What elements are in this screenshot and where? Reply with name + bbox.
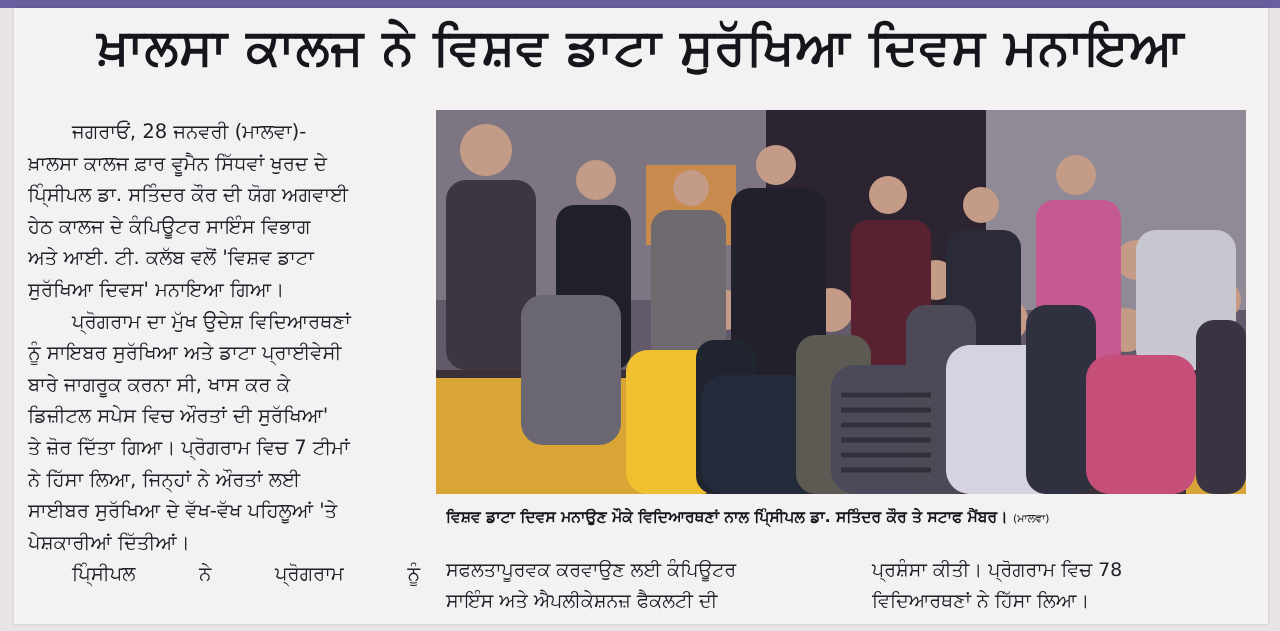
headline: ਖ਼ਾਲਸਾ ਕਾਲਜ ਨੇ ਵਿਸ਼ਵ ਡਾਟਾ ਸੁਰੱਖਿਆ ਦਿਵਸ ਮਨਾਇਆ — [97, 18, 1185, 76]
article-word: ਪ੍ਰੋਗਰਾਮ — [274, 562, 344, 586]
article-left-column — [28, 116, 420, 622]
article-line: ਪ੍ਰੋਗਰਾਮ ਦਾ ਮੁੱਖ ਉਦੇਸ਼ ਵਿਦਿਆਰਥਣਾਂ — [72, 309, 351, 333]
article-line: ਤੇ ਜ਼ੋਰ ਦਿੱਤਾ ਗਿਆ। ਪ੍ਰੋਗਰਾਮ ਵਿਚ 7 ਟੀਮਾਂ — [28, 435, 350, 459]
article-line: ਡਿਜ਼ੀਟਲ ਸਪੇਸ ਵਿਚ ਔਰਤਾਂ ਦੀ ਸੁਰੱਖਿਆ' — [28, 404, 329, 428]
article-right-column — [872, 555, 1252, 617]
article-word: ਪਿ੍ੰਸੀਪਲ — [72, 562, 136, 586]
article-line: ਪੇਸ਼ਕਾਰੀਆਂ ਦਿੱਤੀਆਂ। — [28, 530, 190, 554]
caption-credit: (ਮਾਲਵਾ) — [1012, 512, 1050, 525]
top-border — [0, 0, 1280, 8]
article-line: ਬਾਰੇ ਜਾਗਰੂਕ ਕਰਨਾ ਸੀ, ਖਾਸ ਕਰ ਕੇ — [28, 372, 291, 396]
article-line: ਜਗਰਾਓਂ, 28 ਜਨਵਰੀ (ਮਾਲਵਾ)- — [72, 120, 307, 143]
article-line: ਵਿਦਿਆਰਥਣਾਂ ਨੇ ਹਿੱਸਾ ਲਿਆ। — [872, 590, 1090, 612]
article-line: ਨੇ ਹਿੱਸਾ ਲਿਆ, ਜਿਨ੍ਹਾਂ ਨੇ ਔਰਤਾਂ ਲਈ — [28, 467, 301, 491]
article-line: ਪ੍ਰਸ਼ੰਸਾ ਕੀਤੀ। ਪ੍ਰੋਗਰਾਮ ਵਿਚ 78 — [872, 559, 1123, 581]
caption-text: ਵਿਸ਼ਵ ਡਾਟਾ ਦਿਵਸ ਮਨਾਉਣ ਮੌਕੇ ਵਿਦਿਆਰਥਣਾਂ ਨਾਲ ਪਿ੍ੰਸੀਪਲ ਡਾ. ਸਤਿੰਦਰ ਕੌਰ ਤੇ ਸਟਾਫ ਮੈਂਬਰ। — [446, 508, 1008, 526]
article-middle-column — [446, 555, 846, 617]
group-photo — [436, 110, 1246, 494]
article-line-justified — [28, 558, 420, 590]
photo-caption — [446, 508, 1246, 527]
article-line: ਹੇਠ ਕਾਲਜ ਦੇ ਕੰਪਿਊਟਰ ਸਾਇੰਸ ਵਿਭਾਗ — [28, 214, 311, 238]
article-line: ਪਿ੍ੰਸੀਪਲ ਡਾ. ਸਤਿੰਦਰ ਕੌਰ ਦੀ ਯੋਗ ਅਗਵਾਈ — [28, 183, 349, 207]
article-line: ਸਫਲਤਾਪੂਰਵਕ ਕਰਵਾਉਣ ਲਈ ਕੰਪਿਊਟਰ — [446, 559, 737, 581]
article-line: ਸਾਇੰਸ ਅਤੇ ਐਪਲੀਕੇਸ਼ਨਜ਼ ਫੈਕਲਟੀ ਦੀ — [446, 590, 718, 612]
article-line: ਨੂੰ ਸਾਇਬਰ ਸੁਰੱਖਿਆ ਅਤੇ ਡਾਟਾ ਪ੍ਰਾਈਵੇਸੀ — [28, 341, 342, 365]
article-line: ਸਾਈਬਰ ਸੁਰੱਖਿਆ ਦੇ ਵੱਖ-ਵੱਖ ਪਹਿਲੂਆਂ 'ਤੇ — [28, 499, 338, 523]
article-word: ਨੂੰ — [407, 562, 420, 586]
group-photo-illustration — [436, 110, 1246, 494]
article-line: ਅਤੇ ਆਈ. ਟੀ. ਕਲੱਬ ਵਲੋਂ 'ਵਿਸ਼ਵ ਡਾਟਾ — [28, 246, 314, 270]
article-word: ਨੇ — [199, 562, 212, 586]
article-line: ਸੁਰੱਖਿਆ ਦਿਵਸ' ਮਨਾਇਆ ਗਿਆ। — [28, 277, 285, 301]
article-line: ਖ਼ਾਲਸਾ ਕਾਲਜ ਫ਼ਾਰ ਵੂਮੈਨ ਸਿੱਧਵਾਂ ਖੁਰਦ ਦੇ — [28, 151, 327, 175]
